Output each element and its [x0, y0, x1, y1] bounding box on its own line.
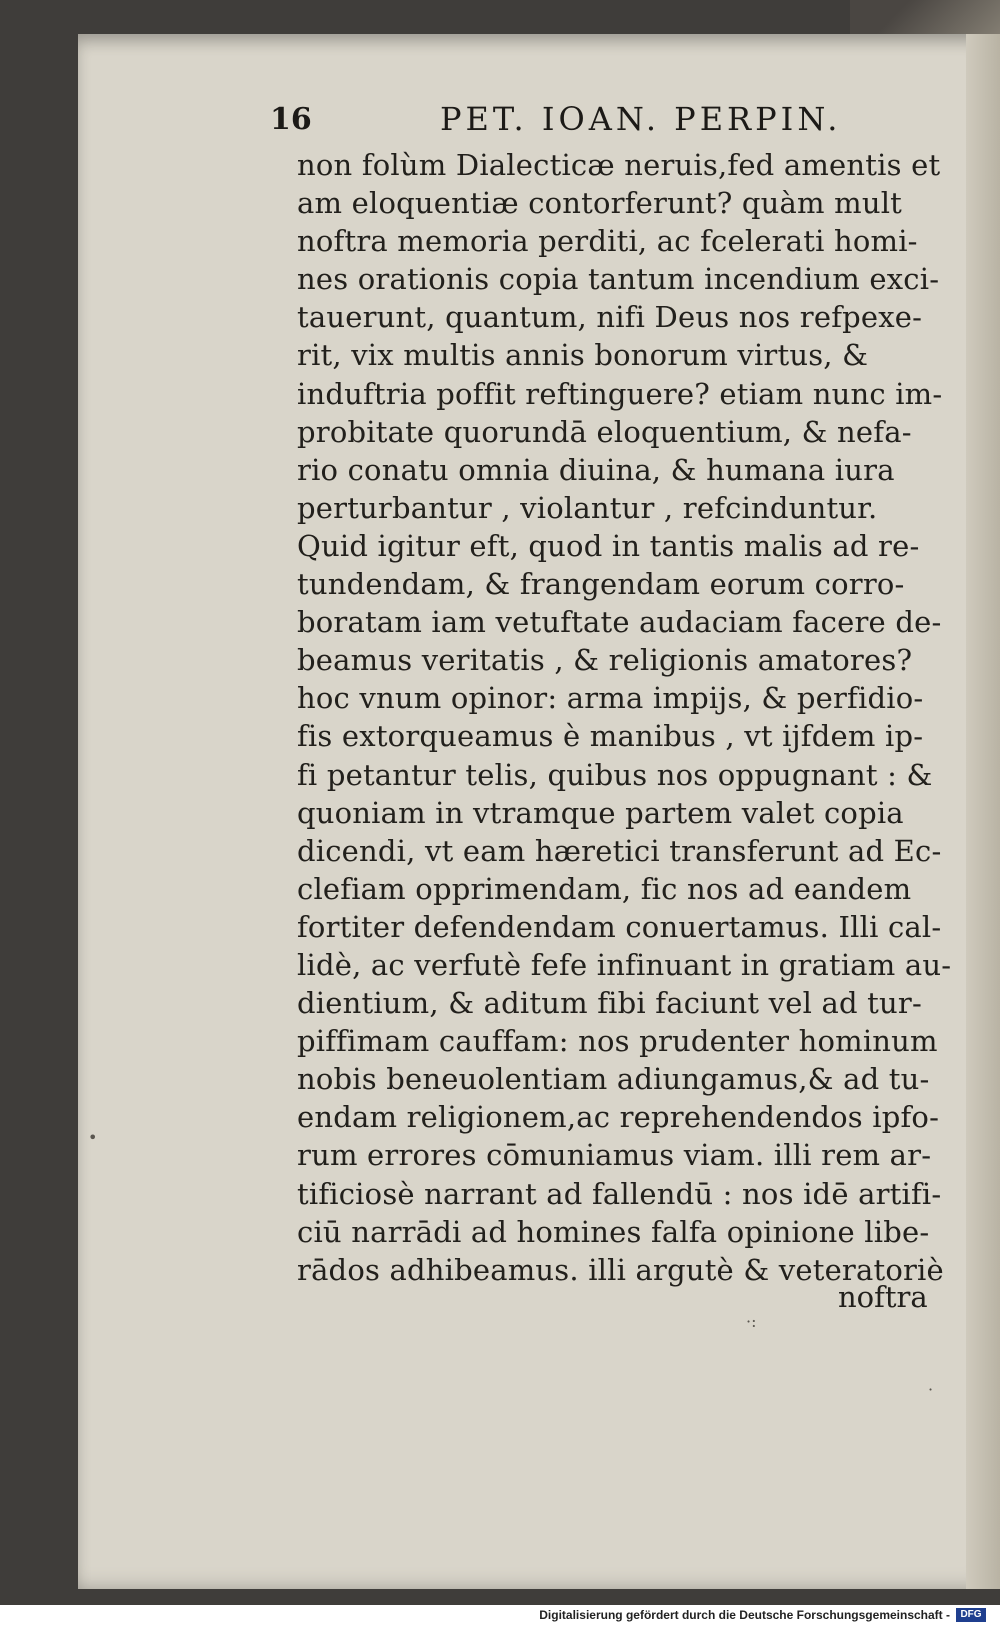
ink-speck: • — [88, 1128, 98, 1147]
text-line: ciū narrādi ad homines falfa opinione libe- — [297, 1214, 930, 1249]
text-line: piffimam cauffam: nos prudenter hominum — [297, 1024, 938, 1059]
text-line: non folùm Dialecticæ neruis,fed amentis et — [297, 148, 941, 182]
footer-bar — [0, 1605, 1000, 1626]
page-edge-shadow — [966, 34, 1000, 1589]
text-line: probitate quorundā eloquentium, & nefa- — [297, 414, 912, 449]
page-number: 16 — [270, 102, 312, 137]
page-header — [270, 100, 870, 144]
text-line: fis extorqueamus è manibus , vt ijfdem ip- — [297, 719, 924, 754]
dfg-logo: DFG — [956, 1608, 986, 1622]
text-line: dientium, & aditum fibi faciunt vel ad tur- — [297, 986, 922, 1021]
text-line: am eloquentiæ contorferunt? quàm mult — [297, 186, 903, 221]
text-line: tundendam, & frangendam eorum corro- — [297, 567, 905, 602]
text-line: endam religionem,ac reprehendendos ipfo- — [297, 1100, 940, 1135]
catchword: noftra — [838, 1280, 928, 1314]
text-line: rio conatu omnia diuina, & humana iura — [297, 452, 895, 487]
text-line: tificiosè narrant ad fallendū : nos idē artifi- — [297, 1176, 942, 1211]
text-line: tauerunt, quantum, nifi Deus nos refpexe- — [297, 300, 923, 335]
text-line: lidè, ac verfutè fefe infinuant in gratiam au- — [297, 947, 952, 982]
text-line: rit, vix multis annis bonorum virtus, & — [297, 338, 869, 373]
text-line: fortiter defendendam conuertamus. Illi cal- — [297, 909, 942, 944]
text-line: beamus veritatis , & religionis amatores? — [297, 643, 913, 678]
body-text — [297, 146, 952, 1289]
text-line: perturbantur , violantur , refcinduntur. — [297, 490, 878, 525]
text-line: quoniam in vtramque partem valet copia — [297, 795, 904, 830]
text-line: Quid igitur eft, quod in tantis malis ad re- — [297, 528, 920, 563]
digitization-credit: Digitalisierung gefördert durch die Deutsche Forschungsgemeinschaft - — [539, 1608, 950, 1622]
text-line: rādos adhibeamus. illi argutè & veteratoriè — [297, 1252, 944, 1287]
text-line: hoc vnum opinor: arma impijs, & perfidio- — [297, 681, 924, 716]
text-line: nes orationis copia tantum incendium exci- — [297, 262, 940, 297]
text-line: rum errores cōmuniamus viam. illi rem ar- — [297, 1138, 932, 1173]
text-line: boratam iam vetuftate audaciam facere de- — [297, 605, 942, 640]
running-head: PET. IOAN. PERPIN. — [440, 100, 842, 138]
text-line: noftra memoria perditi, ac fcelerati homi- — [297, 224, 918, 259]
text-line: clefiam opprimendam, fic nos ad eandem — [297, 871, 912, 906]
text-line: dicendi, vt eam hæretici transferunt ad Ec- — [297, 833, 942, 868]
text-line: nobis beneuolentiam adiungamus,& ad tu- — [297, 1062, 930, 1097]
ink-speck: ·: — [746, 1312, 757, 1331]
text-line: induftria poffit reftinguere? etiam nunc im- — [297, 376, 943, 411]
ink-speck: · — [928, 1380, 934, 1399]
text-line: fi petantur telis, quibus nos oppugnant : & — [297, 757, 933, 792]
